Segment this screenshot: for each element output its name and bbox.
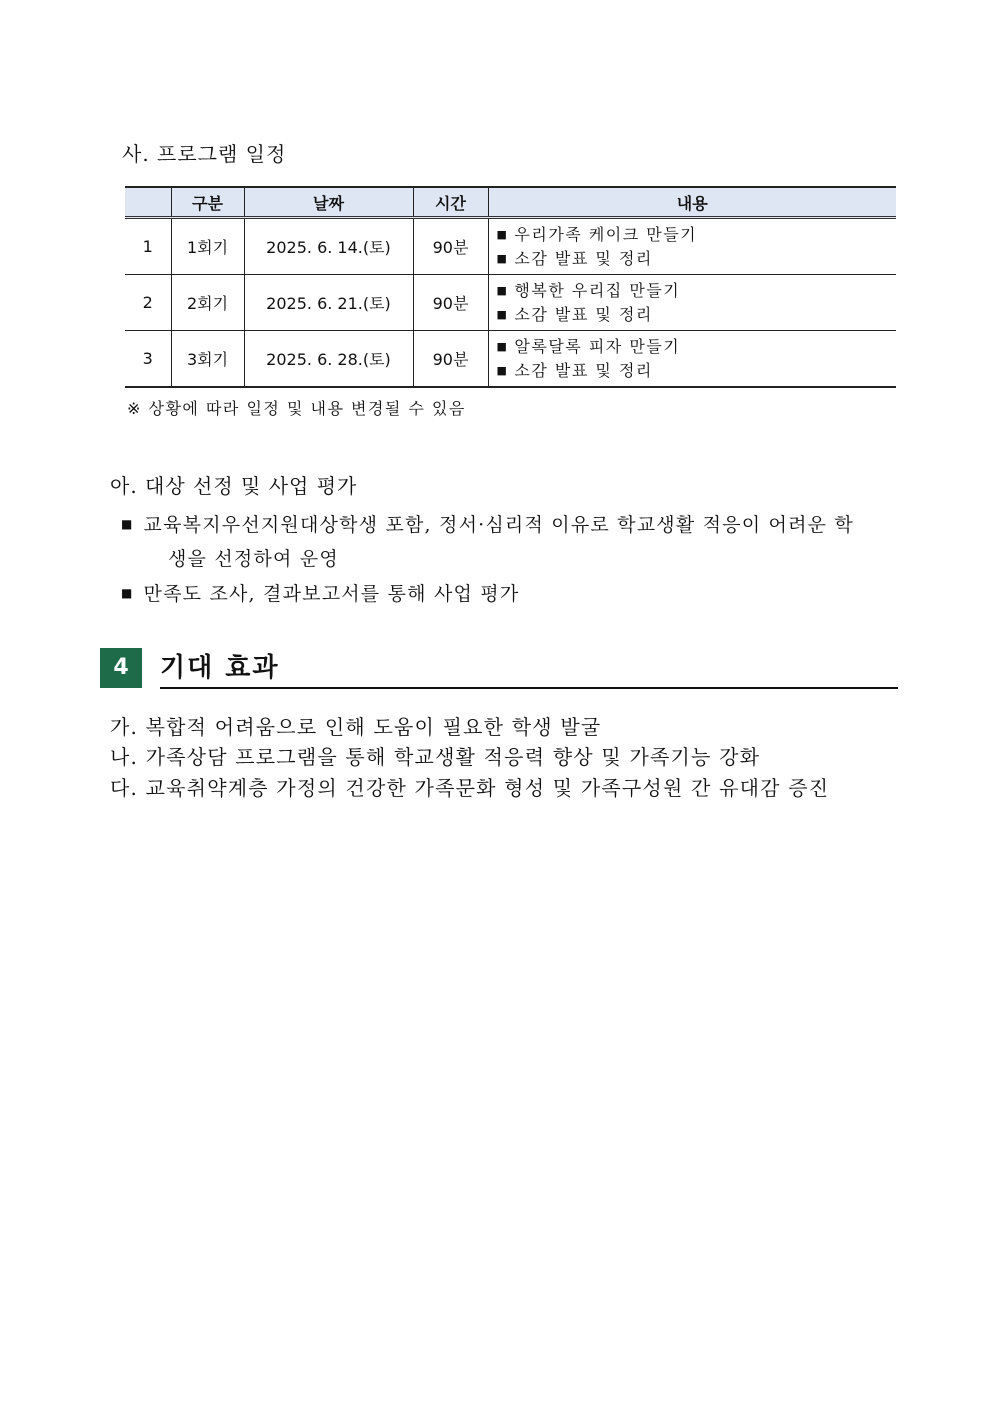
row-no: 1	[125, 218, 171, 275]
header-no	[125, 187, 171, 218]
selection-bullet-1: ■ 교육복지우선지원대상학생 포함, 정서·심리적 이유로 학교생활 적응이 어려운 학	[121, 514, 854, 536]
effect-item-b: 나. 가족상담 프로그램을 통해 학교생활 적응력 향상 및 가족기능 강화	[110, 745, 761, 769]
selection-section-title: 아. 대상 선정 및 사업 평가	[110, 474, 358, 498]
content-item: ■ 소감 발표 및 정리	[496, 360, 653, 380]
section-number-badge: 4	[100, 648, 142, 688]
square-bullet-icon: ■	[121, 586, 134, 600]
content-item: ■ 우리가족 케이크 만들기	[496, 224, 698, 244]
row-no: 2	[125, 275, 171, 331]
row-content	[488, 218, 896, 275]
selection-bullet-1-cont: 생을 선정하여 운영	[168, 548, 339, 570]
section-title-underline	[160, 687, 898, 689]
row-time: 90분	[413, 275, 488, 331]
selection-bullet-2: ■ 만족도 조사, 결과보고서를 통해 사업 평가	[121, 583, 520, 605]
content-item: ■ 알록달록 피자 만들기	[496, 336, 681, 356]
square-bullet-icon: ■	[496, 227, 509, 241]
table-row	[125, 218, 896, 275]
content-item: ■ 소감 발표 및 정리	[496, 304, 653, 324]
square-bullet-icon: ■	[496, 339, 509, 353]
effect-item-a: 가. 복합적 어려움으로 인해 도움이 필요한 학생 발굴	[110, 715, 602, 739]
effect-item-c: 다. 교육취약계층 가정의 건강한 가족문화 형성 및 가족구성원 간 유대감 증진	[110, 776, 830, 800]
content-item: ■ 소감 발표 및 정리	[496, 248, 653, 268]
row-session: 3회기	[171, 331, 244, 388]
row-date: 2025. 6. 28.(토)	[244, 331, 413, 388]
row-session: 2회기	[171, 275, 244, 331]
row-time: 90분	[413, 218, 488, 275]
header-session: 구분	[171, 187, 244, 218]
schedule-note: ※ 상황에 따라 일정 및 내용 변경될 수 있음	[127, 399, 466, 418]
header-time: 시간	[413, 187, 488, 218]
table-header-row	[125, 187, 896, 218]
row-content	[488, 275, 896, 331]
header-content: 내용	[488, 187, 896, 218]
row-no: 3	[125, 331, 171, 388]
header-date: 날짜	[244, 187, 413, 218]
square-bullet-icon: ■	[121, 517, 134, 531]
content-item: ■ 행복한 우리집 만들기	[496, 280, 681, 300]
table-row	[125, 275, 896, 331]
table-row	[125, 331, 896, 388]
square-bullet-icon: ■	[496, 307, 509, 321]
schedule-table	[125, 186, 896, 388]
row-date: 2025. 6. 14.(토)	[244, 218, 413, 275]
square-bullet-icon: ■	[496, 251, 509, 265]
section-title: 기대 효과	[160, 653, 280, 683]
schedule-section-title: 사. 프로그램 일정	[122, 142, 287, 166]
row-session: 1회기	[171, 218, 244, 275]
row-date: 2025. 6. 21.(토)	[244, 275, 413, 331]
row-content	[488, 331, 896, 388]
square-bullet-icon: ■	[496, 283, 509, 297]
row-time: 90분	[413, 331, 488, 388]
square-bullet-icon: ■	[496, 363, 509, 377]
